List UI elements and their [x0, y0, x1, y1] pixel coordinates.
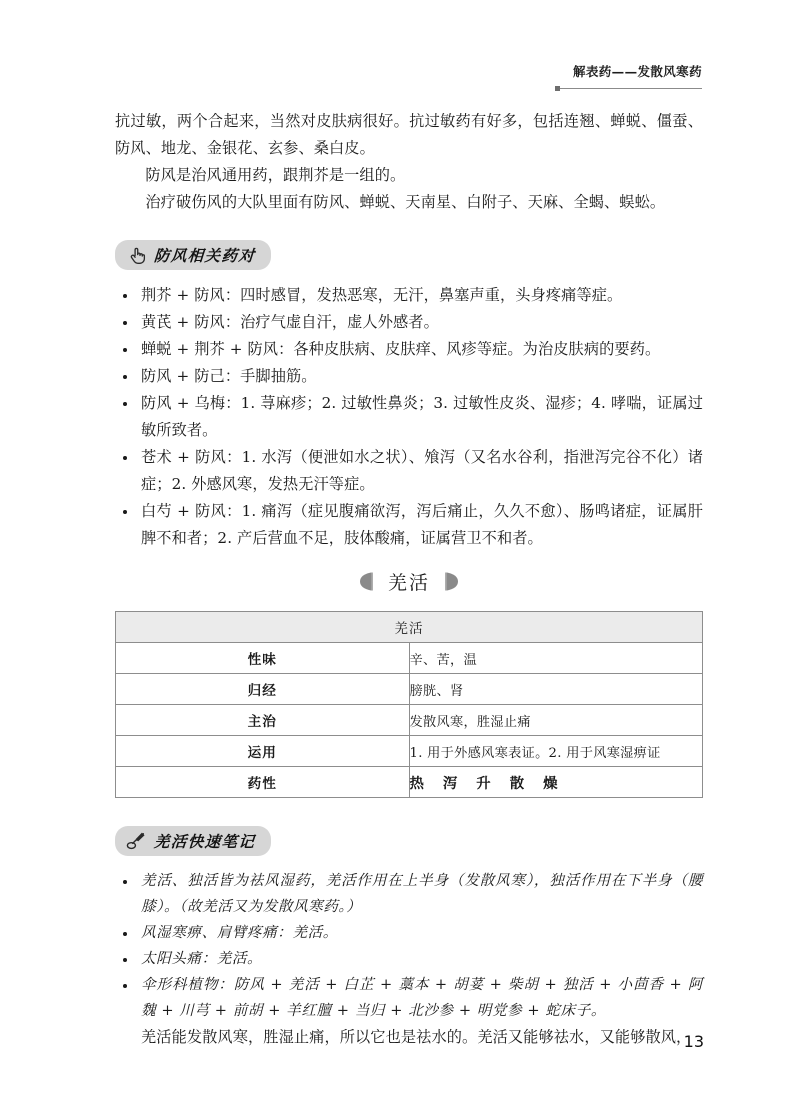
- running-head-rule: [555, 88, 702, 89]
- table-row-label: 主治: [116, 705, 410, 736]
- table-header-cell: 羌活: [116, 612, 703, 643]
- section-badge-fangfeng-label: 防风相关药对: [153, 246, 257, 265]
- drug-pair-list: [115, 282, 703, 552]
- table-row: [116, 674, 703, 705]
- table-row: [116, 705, 703, 736]
- leaf-ornament-right-icon: [443, 571, 460, 592]
- running-head-title: 解表药——发散风寒药: [572, 64, 702, 79]
- section-badge-notes: [115, 826, 271, 856]
- page-number: 13: [683, 1032, 704, 1051]
- section-badge-fangfeng: [115, 240, 271, 270]
- table-row-value: 发散风寒，胜湿止痛: [409, 705, 703, 736]
- table-row-label: 药性: [116, 767, 410, 798]
- table-row: [116, 767, 703, 798]
- table-header-row: [116, 612, 703, 643]
- table-row-value: 热 泻 升 散 燥: [409, 767, 703, 798]
- list-item: 苍术 + 防风：1. 水泻（便泄如水之状）、飧泻（又名水谷利，指泄泻完谷不化）诸症；2. 外感风寒，发热无汗等症。: [115, 444, 703, 498]
- page-content: [115, 108, 703, 1051]
- table-row-label: 归经: [116, 674, 410, 705]
- table-row-label: 运用: [116, 736, 410, 767]
- section-badge-fangfeng-wrap: [115, 240, 703, 270]
- herb-property-table: [115, 611, 703, 798]
- list-item: 白芍 + 防风：1. 痛泻（症见腹痛欲泻，泻后痛止，久久不愈）、肠鸣诸症，证属肝脾不和者；2. 产后营血不足，肢体酸痛，证属营卫不和者。: [115, 498, 703, 552]
- list-item: 荆芥 + 防风：四时感冒，发热恶寒，无汗，鼻塞声重，头身疼痛等症。: [115, 282, 703, 309]
- section-badge-notes-wrap: [115, 826, 703, 856]
- list-item: 羌活、独活皆为祛风湿药，羌活作用在上半身（发散风寒），独活作用在下半身（腰膝）。（故羌活又为发散风寒药。）: [115, 868, 703, 920]
- herb-heading: [115, 568, 703, 595]
- intro-paragraph: 治疗破伤风的大队里面有防风、蝉蜕、天南星、白附子、天麻、全蝎、蜈蚣。: [145, 193, 666, 211]
- list-item: 黄芪 + 防风：治疗气虚自汗，虚人外感者。: [115, 309, 703, 336]
- notes-tail-paragraph: 羌活能发散风寒，胜湿止痛，所以它也是祛水的。羌活又能够祛水，又能够散风，: [141, 1028, 692, 1046]
- brush-pen-icon: [126, 831, 147, 852]
- list-item: 伞形科植物：防风 + 羌活 + 白芷 + 藁本 + 胡荽 + 柴胡 + 独活 + 小茴香 + 阿魏 + 川芎 + 前胡 + 羊红膻 + 当归 + 北沙参 + 明党参 + 蛇床子。: [115, 972, 703, 1024]
- list-item: 防风 + 乌梅：1. 荨麻疹；2. 过敏性鼻炎；3. 过敏性皮炎、湿疹；4. 哮喘，证属过敏所致者。: [115, 390, 703, 444]
- pointing-hand-icon: [126, 245, 147, 266]
- list-item: 太阳头痛：羌活。: [115, 946, 703, 972]
- table-row-value: 辛、苦，温: [409, 643, 703, 674]
- list-item: 防风 + 防己：手脚抽筋。: [115, 363, 703, 390]
- table-row-value: 1. 用于外感风寒表证。2. 用于风寒湿痹证: [409, 736, 703, 767]
- table-row-value: 膀胱、肾: [409, 674, 703, 705]
- intro-paragraph: 防风是治风通用药，跟荆芥是一组的。: [145, 166, 406, 184]
- table-row: [116, 643, 703, 674]
- running-head: [115, 62, 702, 96]
- list-item: 蝉蜕 + 荆芥 + 防风：各种皮肤病、皮肤痒、风疹等症。为治皮肤病的要药。: [115, 336, 703, 363]
- herb-heading-text: 羌活: [387, 572, 430, 594]
- section-badge-notes-label: 羌活快速笔记: [153, 832, 257, 851]
- table-row-label: 性味: [116, 643, 410, 674]
- leaf-ornament-left-icon: [358, 571, 375, 592]
- intro-paragraph: 抗过敏，两个合起来，当然对皮肤病很好。抗过敏药有好多，包括连翘、蝉蜕、僵蚕、防风、地龙、金银花、玄参、桑白皮。: [115, 112, 703, 157]
- table-row: [116, 736, 703, 767]
- list-item: 风湿寒痹、肩臂疼痛：羌活。: [115, 920, 703, 946]
- quick-notes-list: [115, 868, 703, 1024]
